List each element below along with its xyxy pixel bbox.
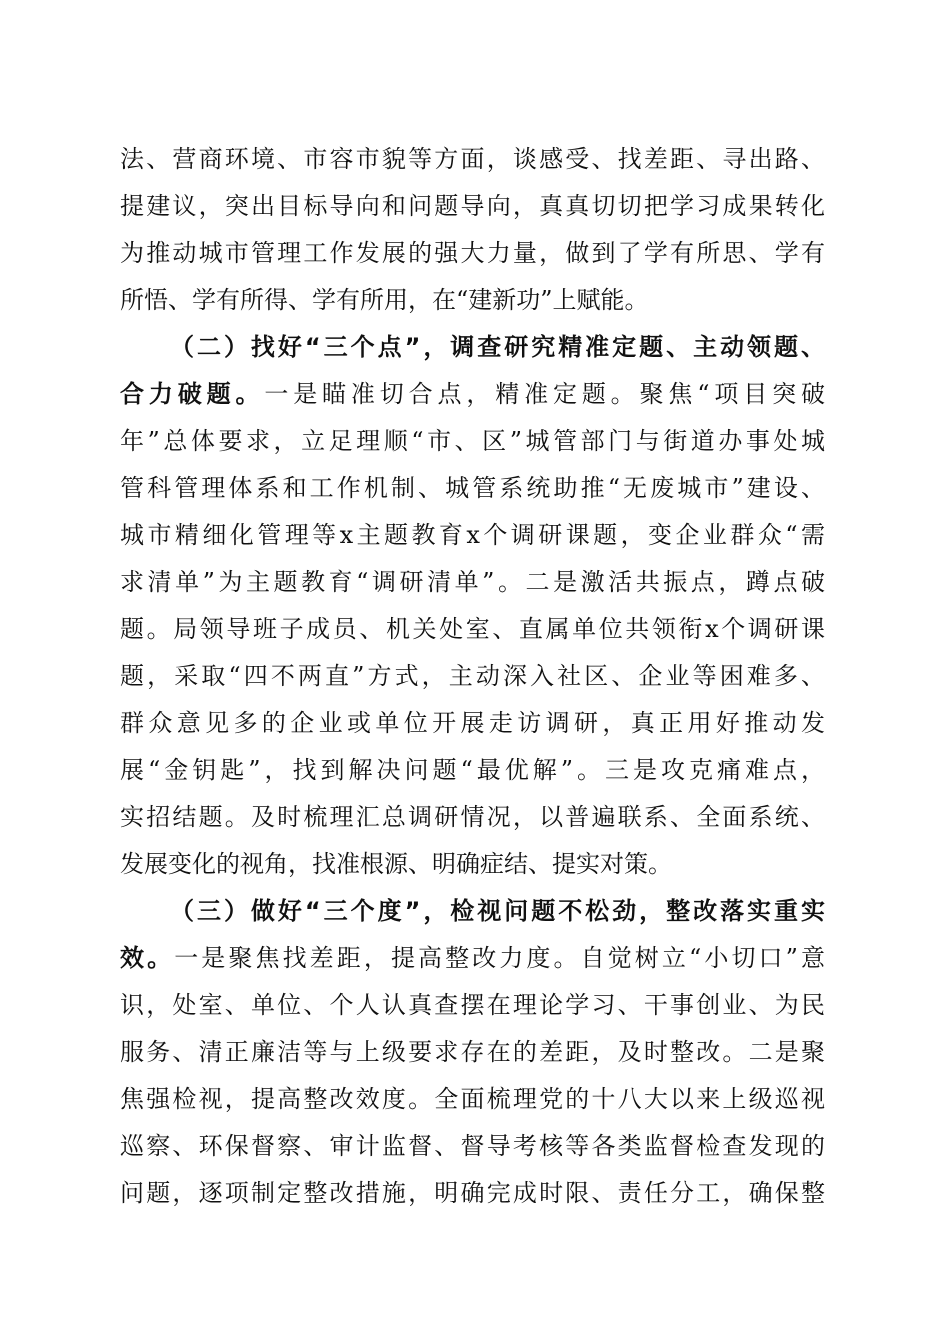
text-segment: 年”总体要求，立足理顺“市、区”城管部门与街道办事处城 (120, 427, 825, 455)
text-segment: 一是瞄准切合点，精准定题。聚焦“项目突破 (264, 380, 825, 408)
text-line (120, 1076, 825, 1122)
text-line (120, 559, 825, 605)
text-line (120, 512, 825, 558)
text-segment: 法、营商环境、市容市貌等方面，谈感受、找差距、寻出路、 (120, 145, 825, 173)
heading-text: 效。 (120, 944, 175, 972)
text-line (120, 653, 825, 699)
text-line (120, 606, 825, 652)
text-segment: 巡察、环保督察、审计监督、督导考核等各类监督检查发现的 (120, 1132, 825, 1160)
text-segment: 题，采取“四不两直”方式，主动深入社区、企业等困难多、 (120, 662, 825, 690)
text-line (120, 841, 825, 887)
text-segment: 识，处室、单位、个人认真查摆在理论学习、干事创业、为民 (120, 991, 825, 1019)
text-segment: 求清单”为主题教育“调研清单”。二是激活共振点，蹲点破 (120, 568, 825, 596)
text-line (120, 465, 825, 511)
section-heading-2 (170, 324, 825, 370)
text-segment: 题。局领导班子成员、机关处室、直属单位共领衔x个调研课 (120, 615, 825, 643)
text-line (120, 700, 825, 746)
text-segment: 服务、清正廉洁等与上级要求存在的差距，及时整改。二是聚 (120, 1038, 825, 1066)
text-line (120, 371, 825, 417)
text-segment: 所悟、学有所得、学有所用，在“建新功”上赋能。 (120, 286, 649, 314)
text-line (120, 230, 825, 276)
text-line (120, 277, 825, 323)
text-line (120, 1170, 825, 1216)
text-segment: 为推动城市管理工作发展的强大力量，做到了学有所思、学有 (120, 239, 825, 267)
text-segment: 问题，逐项制定整改措施，明确完成时限、责任分工，确保整 (120, 1179, 825, 1207)
text-segment: 展“金钥匙”，找到解决问题“最优解”。三是攻克痛难点， (120, 756, 825, 784)
heading-text: 合力破题。 (120, 380, 265, 408)
text-line (120, 136, 825, 182)
text-segment: 实招结题。及时梳理汇总调研情况，以普遍联系、全面系统、 (120, 803, 825, 831)
text-segment: 城市精细化管理等x主题教育x个调研课题，变企业群众“需 (120, 521, 825, 549)
heading-text: （二）找好“三个点”，调查研究精准定题、主动领题、 (170, 333, 825, 361)
text-line (120, 982, 825, 1028)
section-heading-3 (170, 888, 825, 934)
text-segment: 发展变化的视角，找准根源、明确症结、提实对策。 (120, 850, 672, 878)
text-segment: 群众意见多的企业或单位开展走访调研，真正用好推动发 (120, 709, 825, 737)
text-line (120, 747, 825, 793)
text-line (120, 935, 825, 981)
text-line (120, 1123, 825, 1169)
text-segment: 一是聚焦找差距，提高整改力度。自觉树立“小切口”意 (174, 944, 825, 972)
heading-text: （三）做好“三个度”，检视问题不松劲，整改落实重实 (170, 897, 825, 925)
text-segment: 提建议，突出目标导向和问题导向，真真切切把学习成果转化 (120, 192, 825, 220)
text-segment: 管科管理体系和工作机制、城管系统助推“无废城市”建设、 (120, 474, 825, 502)
text-line (120, 183, 825, 229)
text-segment: 焦强检视，提高整改效度。全面梳理党的十八大以来上级巡视 (120, 1085, 825, 1113)
text-line (120, 1029, 825, 1075)
text-line (120, 418, 825, 464)
text-line (120, 794, 825, 840)
